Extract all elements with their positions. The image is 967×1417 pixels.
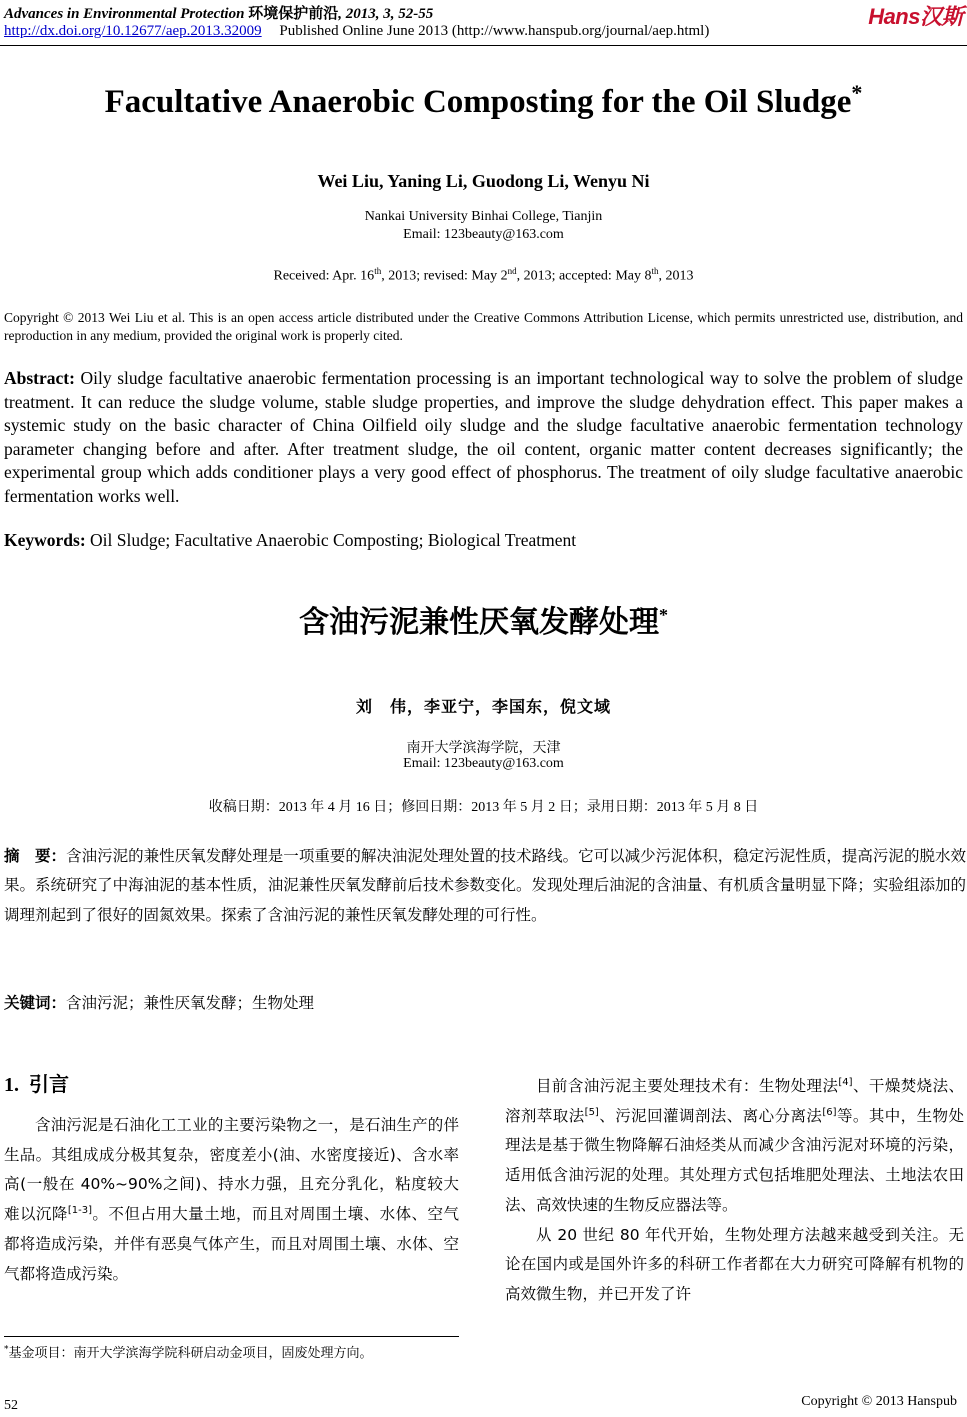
email-cn: Email: 123beauty@163.com bbox=[403, 756, 564, 771]
keywords-cn bbox=[4, 991, 966, 1013]
authors-cn: 刘 伟，李亚宁，李国东，倪文域 bbox=[355, 697, 611, 716]
keywords-cn-text: 含油污泥；兼性厌氧发酵；生物处理 bbox=[66, 994, 315, 1012]
dates-cn: 收稿日期：2013 年 4 月 16 日；修回日期：2013 年 5 月 2 日；录用日期：2013 年 5 月 8 日 bbox=[208, 800, 759, 815]
affiliation-en: Nankai University Binhai College, Tianjin bbox=[364, 209, 603, 224]
keywords-cn-label: 关键词： bbox=[4, 994, 67, 1012]
page-number: 52 bbox=[4, 1398, 18, 1413]
paper-title-en-text: Facultative Anaerobic Composting for the Oil Sludge bbox=[104, 84, 852, 120]
body-column-right bbox=[505, 1072, 964, 1310]
paragraph: 含油污泥是石油化工工业的主要污染物之一，是石油生产的伴生品。其组成成分极其复杂，密度差小(油、水密度接近)、含水率高(一般在 40%~90%之间)、持水力强，且充分乳化，粘度较大难以沉降[1-3]。不但占用大量土地，而且对周围土壤、水体、空气都将造成污染，并伴有恶臭气体产生，而且对周围土壤、水体、空气都将造成污染。 bbox=[4, 1116, 459, 1283]
body-column-left bbox=[4, 1111, 459, 1289]
paragraph: 目前含油污泥主要处理技术有：生物处理法[4]、干燥焚烧法、溶剂萃取法[5]、污泥回灌调剖法、离心分离法[6]等。其中，生物处理法是基于微生物降解石油烃类从而减少含油污泥对环境的污染，适用低含油污泥的处理。其处理方式包括堆肥处理法、土地法农田法、高效快速的生物反应器法等。 bbox=[505, 1076, 964, 1214]
abstract-text: Oily sludge facultative anaerobic fermentation processing is an important technological way to solve the problem of sludge treatment. It can reduce the sludge volume, stable sludge properties, and improve the sludge dehydration effect. This paper makes a systemic study on the basic character of China Oilfield oily sludge and the sludge facultative anaerobic fermentation technology parameter changing before and after. After treatment sludge, the oil content, organic matter content decreases significantly; the experimental group which adds conditioner plays a very good effect of phosphorus. The treatment of oily sludge facultative anaerobic fermentation works well. bbox=[4, 368, 963, 506]
journal-name-cn: 环境保护前沿 bbox=[248, 6, 339, 22]
abstract-cn-text: 含油污泥的兼性厌氧发酵处理是一项重要的解决油泥处理处置的技术路线。它可以减少污泥体积，稳定污泥性质，提高污泥的脱水效果。系统研究了中海油泥的基本性质，油泥兼性厌氧发酵前后技术参数变化。发现处理后油泥的含油量、有机质含量明显下降；实验组添加的调理剂起到了很好的固氮效果。探索了含油污泥的兼性厌氧发酵处理的可行性。 bbox=[4, 847, 966, 924]
keywords-text: Oil Sludge; Facultative Anaerobic Composting; Biological Treatment bbox=[90, 530, 577, 550]
published-online: Published Online June 2013 (http://www.hanspub.org/journal/aep.html) bbox=[279, 23, 710, 39]
paper-title-en bbox=[0, 80, 967, 121]
journal-issue: , 2013, 3, 52-55 bbox=[338, 6, 434, 22]
paragraph: 从 20 世纪 80 年代开始，生物处理方法越来越受到关注。无论在国内或是国外许多的科研工作者都在大力研究可降解有机物的高效微生物，并已开发了许 bbox=[505, 1225, 964, 1303]
journal-header bbox=[4, 2, 433, 23]
email-en: Email: 123beauty@163.com bbox=[403, 227, 564, 242]
authors-en: Wei Liu, Yaning Li, Guodong Li, Wenyu Ni bbox=[317, 171, 650, 191]
affiliation-cn: 南开大学滨海学院，天津 bbox=[406, 741, 561, 756]
section-heading bbox=[4, 1068, 69, 1097]
footnote bbox=[4, 1342, 459, 1361]
section-number: 1. bbox=[4, 1074, 19, 1096]
abstract-en bbox=[4, 367, 963, 509]
dates-en: Received: Apr. 16th, 2013; revised: May 2nd, 2013; accepted: May 8th, 2013 bbox=[273, 266, 694, 284]
abstract-cn-label: 摘 要： bbox=[4, 847, 67, 865]
hans-logo: Hans汉斯 bbox=[868, 4, 963, 29]
keywords-en bbox=[4, 530, 963, 551]
footer-copyright: Copyright © 2013 Hanspub bbox=[801, 1394, 957, 1409]
paper-title-cn bbox=[0, 597, 967, 641]
doi-link[interactable]: http://dx.doi.org/10.12677/aep.2013.32009 bbox=[4, 23, 262, 39]
footnote-rule bbox=[4, 1336, 459, 1337]
citation[interactable]: [6] bbox=[822, 1106, 837, 1118]
doi-line bbox=[4, 23, 709, 40]
citation[interactable]: [4] bbox=[838, 1076, 853, 1088]
footnote-text: 基金项目：南开大学滨海学院科研启动金项目，固废处理方向。 bbox=[8, 1346, 373, 1361]
copyright-notice: Copyright © 2013 Wei Liu et al. This is an open access article distributed under the Creative Commons Attribution License, which permits unrestricted use, distribution, and reproduction in any medium, provided the original work is properly cited. bbox=[4, 310, 963, 343]
footnote-mark: * bbox=[4, 1344, 9, 1355]
citation[interactable]: [1-3] bbox=[67, 1204, 92, 1216]
journal-name-en: Advances in Environmental Protection bbox=[4, 6, 245, 22]
title-footnote-mark: * bbox=[851, 80, 863, 105]
header-rule bbox=[0, 45, 967, 46]
section-title: 引言 bbox=[29, 1072, 69, 1096]
abstract-label: Abstract: bbox=[4, 368, 75, 388]
citation[interactable]: [5] bbox=[584, 1106, 599, 1118]
paper-title-cn-text: 含油污泥兼性厌氧发酵处理 bbox=[299, 605, 659, 640]
abstract-cn bbox=[4, 842, 966, 930]
title-cn-footnote-mark: * bbox=[659, 605, 668, 625]
keywords-label: Keywords: bbox=[4, 530, 86, 550]
